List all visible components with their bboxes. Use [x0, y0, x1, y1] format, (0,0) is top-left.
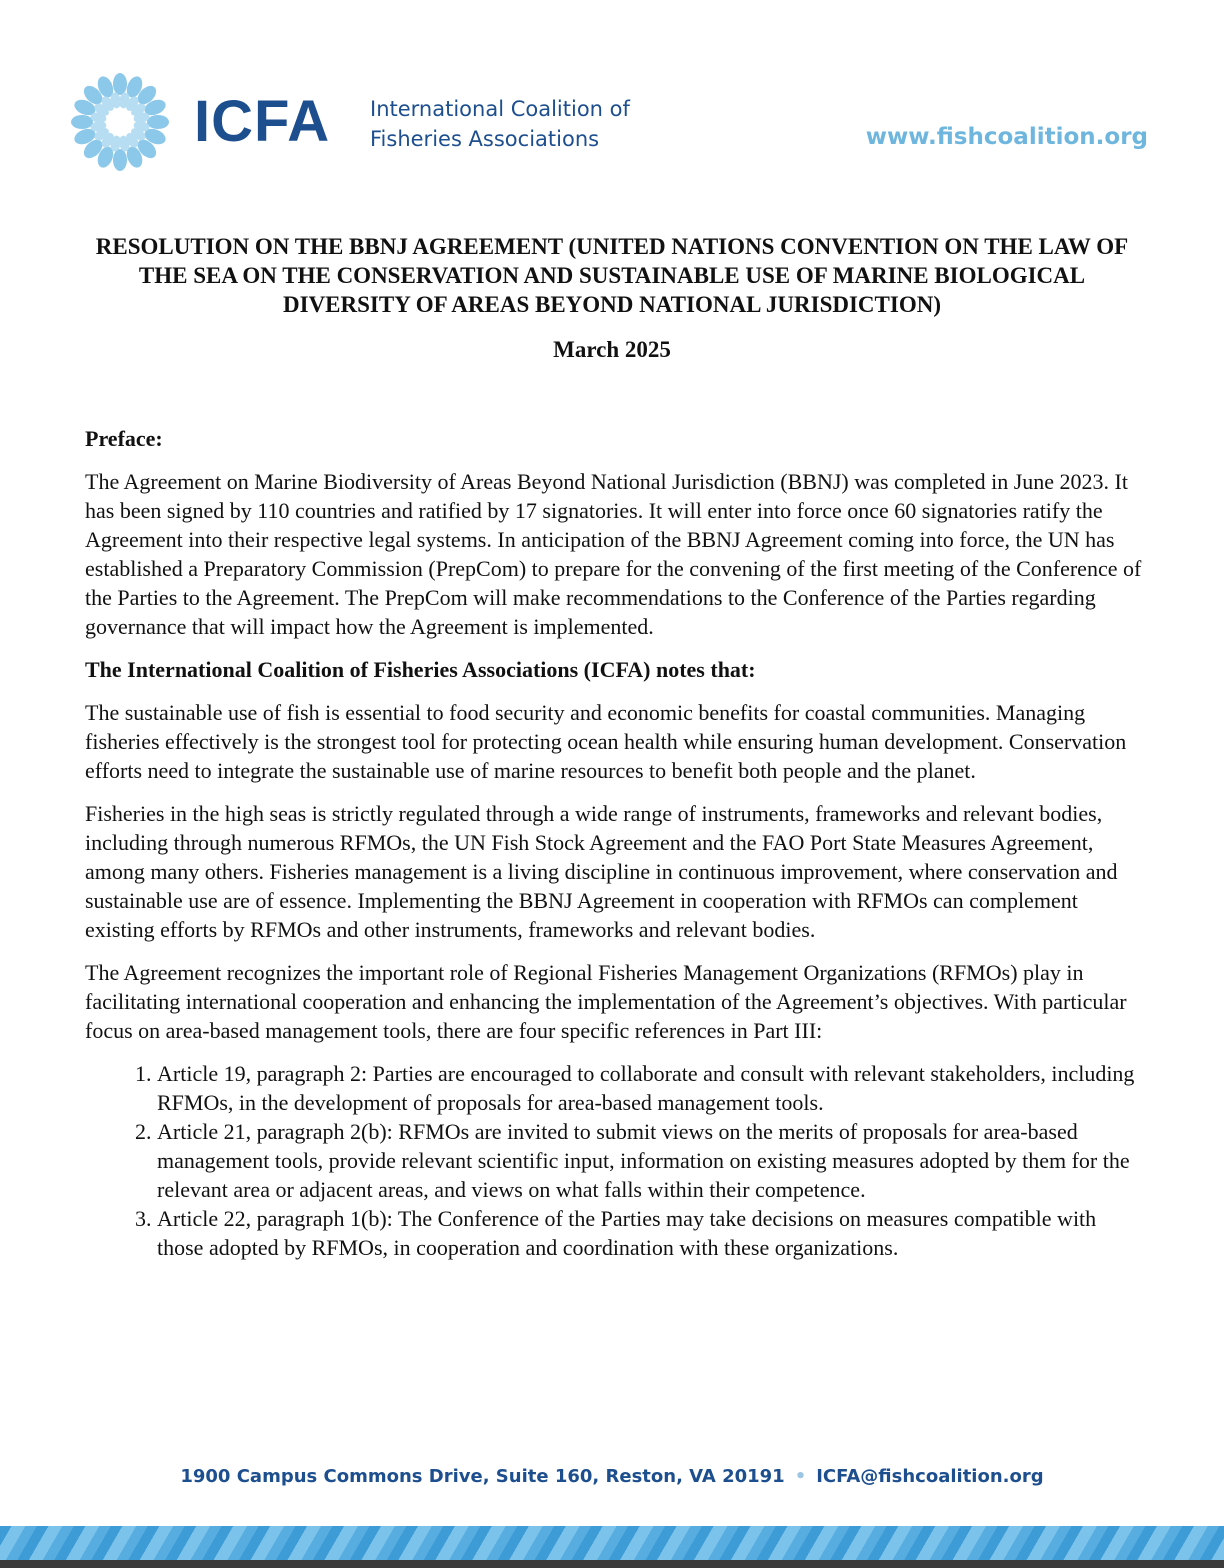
document-body: [85, 424, 1143, 1262]
list-item: 3. Article 22, paragraph 1(b): The Conference of the Parties may take decisions on measures compatible with those adopted by RFMOs, in cooperation and coordination with these organizations.: [157, 1204, 1143, 1262]
logo-petal-outer: [71, 115, 93, 129]
article-reference-list: [85, 1059, 1143, 1262]
document-date: March 2025: [553, 337, 671, 362]
logo-petal-outer: [147, 115, 169, 129]
body-paragraph: Fisheries in the high seas is strictly regulated through a wide range of instruments, frameworks and relevant bodies, including through numerous RFMOs, the UN Fish Stock Agreement and the FAO Port State Measures Agreement, among many others. Fisheries management is a living discipline in continuous improvement, where conservation and sustainable use are of essence. Implementing the BBNJ Agreement in cooperation with RFMOs can complement existing efforts by RFMOs and other instruments, frameworks and relevant bodies.: [85, 801, 1118, 942]
preface-paragraph: The Agreement on Marine Biodiversity of Areas Beyond National Jurisdiction (BBNJ) was completed in June 2023. It has been signed by 110 countries and ratified by 17 signatories. It will enter into force once 60 signatories ratify the Agreement into their respective legal systems. In anticipation of the BBNJ Agreement coming into force, the UN has established a Preparatory Commission (PrepCom) to prepare for the convening of the first meeting of the Conference of the Parties to the Agreement. The PrepCom will make recommendations to the Conference of the Parties regarding governance that will impact how the Agreement is implemented.: [85, 469, 1142, 639]
notes-heading: The International Coalition of Fisheries Associations (ICFA) notes that:: [85, 657, 756, 682]
letterhead: [70, 72, 1160, 176]
list-item: 1. Article 19, paragraph 2: Parties are encouraged to collaborate and consult with relevant stakeholders, including RFMOs, in the development of proposals for area-based management tools.: [157, 1059, 1143, 1117]
logo-petal-outer: [113, 73, 127, 95]
logo-petal-outer: [113, 149, 127, 171]
website-link[interactable]: www.fishcoalition.org: [865, 124, 1148, 150]
preface-heading: Preface:: [85, 426, 163, 451]
list-item: 2. Article 21, paragraph 2(b): RFMOs are invited to submit views on the merits of proposals for area-based management tools, provide relevant scientific input, information on existing measures adopted by them for the relevant area or adjacent areas, and views on what falls within their competence.: [157, 1117, 1143, 1204]
logo-subtitle-line2: Fisheries Associations: [370, 127, 600, 151]
document-title: RESOLUTION ON THE BBNJ AGREEMENT (UNITED NATIONS CONVENTION ON THE LAW OF THE SEA ON THE CONSERVATION AND SUSTAINABLE USE OF MARINE BIOLOGICAL DIVERSITY OF AREAS BEYOND NATIONAL JURISDICTION): [95, 234, 1129, 317]
icfa-flower-logo-icon: [70, 72, 170, 172]
body-paragraph: The Agreement recognizes the important role of Regional Fisheries Management Organizations (RFMOs) play in facilitating international cooperation and enhancing the implementation of the Agreement’s objectives. With particular focus on area-based management tools, there are four specific references in Part III:: [85, 960, 1127, 1043]
body-paragraph: The sustainable use of fish is essential to food security and economic benefits for coastal communities. Managing fisheries effectively is the strongest tool for protecting ocean health while ensuring human development. Conservation efforts need to integrate the sustainable use of marine resources to benefit both people and the planet.: [85, 700, 1127, 783]
footer-bottom-edge: [0, 1560, 1224, 1568]
footer-contact: [0, 1466, 1224, 1487]
logo-wordmark: ICFA: [194, 89, 331, 154]
footer-separator: •: [794, 1466, 807, 1487]
logo-subtitle: [370, 94, 630, 154]
logo-subtitle-line1: International Coalition of: [370, 97, 630, 121]
footer-email[interactable]: ICFA@fishcoalition.org: [816, 1466, 1044, 1487]
footer-address: 1900 Campus Commons Drive, Suite 160, Reston, VA 20191: [180, 1466, 785, 1487]
